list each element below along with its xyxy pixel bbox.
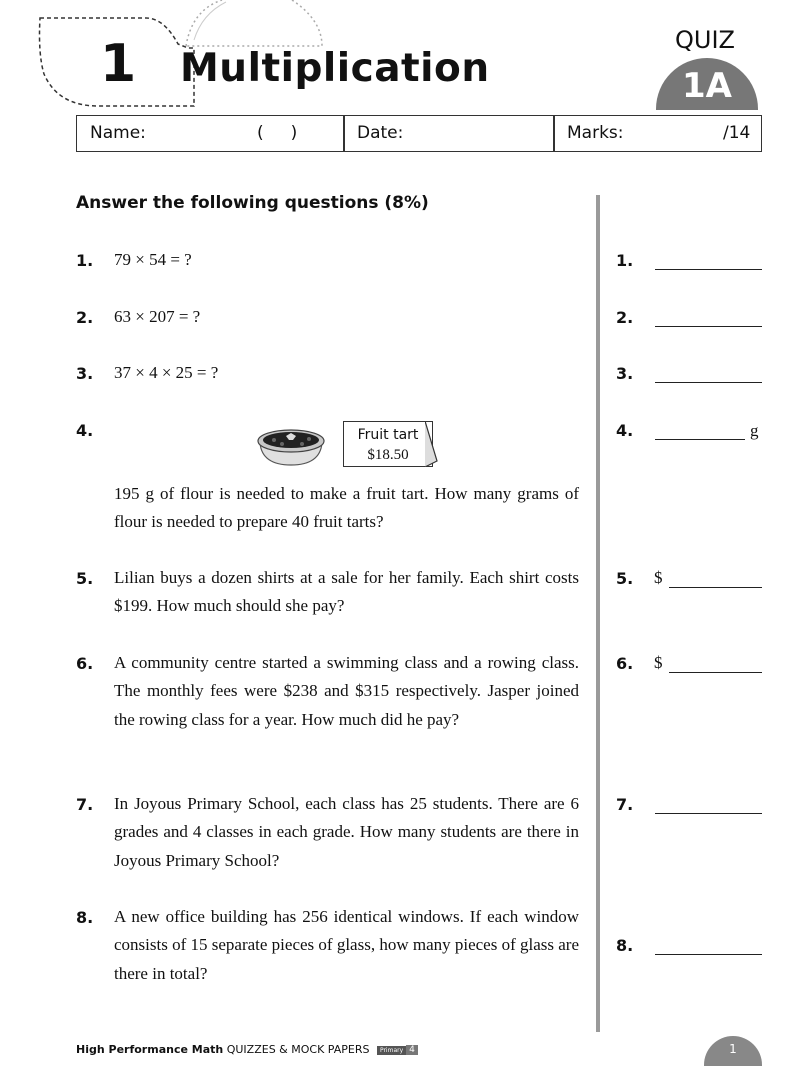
footer-brand bbox=[76, 1043, 418, 1056]
chapter-number: 1 bbox=[100, 34, 137, 94]
question-text: 37 × 4 × 25 = ? bbox=[114, 363, 219, 382]
question-text: 63 × 207 = ? bbox=[114, 307, 201, 326]
class-number-parens: ( ) bbox=[257, 123, 298, 143]
question-text: In Joyous Primary School, each class has 25 students. There are 6 grades and 4 classes in each grade. How many students are there in Joyous Primary School? bbox=[114, 794, 579, 870]
date-label: Date: bbox=[357, 123, 404, 143]
answer-blank[interactable] bbox=[655, 439, 745, 440]
answer-blank[interactable] bbox=[669, 587, 762, 588]
question-text: Lilian buys a dozen shirts at a sale for her family. Each shirt costs $199. How much should she pay? bbox=[114, 568, 579, 616]
info-divider bbox=[553, 116, 555, 151]
page-title: Multiplication bbox=[180, 46, 490, 91]
question-number: 7. bbox=[76, 795, 94, 814]
question-number: 4. bbox=[76, 421, 94, 440]
question-number: 8. bbox=[76, 908, 94, 927]
quiz-badge: 1A bbox=[656, 58, 758, 110]
quiz-label: QUIZ bbox=[675, 26, 735, 54]
question-number: 3. bbox=[76, 364, 94, 383]
price-tag-price: $18.50 bbox=[367, 447, 409, 463]
question-number: 5. bbox=[76, 569, 94, 588]
marks-label: Marks: bbox=[567, 123, 624, 143]
answer-blank[interactable] bbox=[655, 269, 762, 270]
footer-brand-name: High Performance Math bbox=[76, 1043, 224, 1056]
answer-blank[interactable] bbox=[655, 813, 762, 814]
answer-blank[interactable] bbox=[655, 326, 762, 327]
answer-column-divider bbox=[596, 195, 600, 1032]
answer-currency: $ bbox=[654, 568, 663, 587]
footer-series: QUIZZES & MOCK PAPERS bbox=[226, 1043, 370, 1056]
answer-blank[interactable] bbox=[655, 954, 762, 955]
price-tag bbox=[343, 421, 433, 467]
answer-number: 5. bbox=[616, 569, 634, 588]
question-text: 79 × 54 = ? bbox=[114, 250, 192, 269]
question-text: A new office building has 256 identical windows. If each window consists of 15 separate pieces of glass, how many pieces of glass are there in total? bbox=[114, 907, 580, 983]
answer-number: 3. bbox=[616, 364, 634, 383]
student-info-bar bbox=[76, 115, 762, 152]
question-number: 6. bbox=[76, 654, 94, 673]
level-number: 4 bbox=[406, 1045, 418, 1055]
price-tag-title: Fruit tart bbox=[357, 427, 419, 443]
fruit-tart-icon bbox=[256, 425, 326, 467]
question-number: 2. bbox=[76, 308, 94, 327]
answer-blank[interactable] bbox=[669, 672, 762, 673]
answer-number: 7. bbox=[616, 795, 634, 814]
answer-currency: $ bbox=[654, 653, 663, 672]
answer-number: 2. bbox=[616, 308, 634, 327]
question-number: 1. bbox=[76, 251, 94, 270]
marks-total: /14 bbox=[723, 123, 751, 143]
page-number: 1 bbox=[704, 1036, 762, 1066]
level-badge: Primary bbox=[377, 1046, 406, 1055]
answer-number: 4. bbox=[616, 421, 634, 440]
answer-blank[interactable] bbox=[655, 382, 762, 383]
price-tag-fold bbox=[425, 421, 439, 467]
answer-number: 1. bbox=[616, 251, 634, 270]
question-text: 195 g of flour is needed to make a fruit tart. How many grams of flour is needed to prepare 40 fruit tarts? bbox=[114, 484, 579, 532]
answer-number: 8. bbox=[616, 936, 634, 955]
dotted-leaf-decoration bbox=[182, 0, 332, 50]
question-text: A community centre started a swimming class and a rowing class. The monthly fees were $238 and $315 respectively. Jasper joined the rowing class for a year. How much did he pay? bbox=[114, 653, 579, 729]
answer-unit: g bbox=[750, 421, 759, 440]
name-label: Name: bbox=[90, 123, 146, 143]
instructions-heading: Answer the following questions (8%) bbox=[76, 193, 429, 213]
answer-number: 6. bbox=[616, 654, 634, 673]
info-divider bbox=[343, 116, 345, 151]
